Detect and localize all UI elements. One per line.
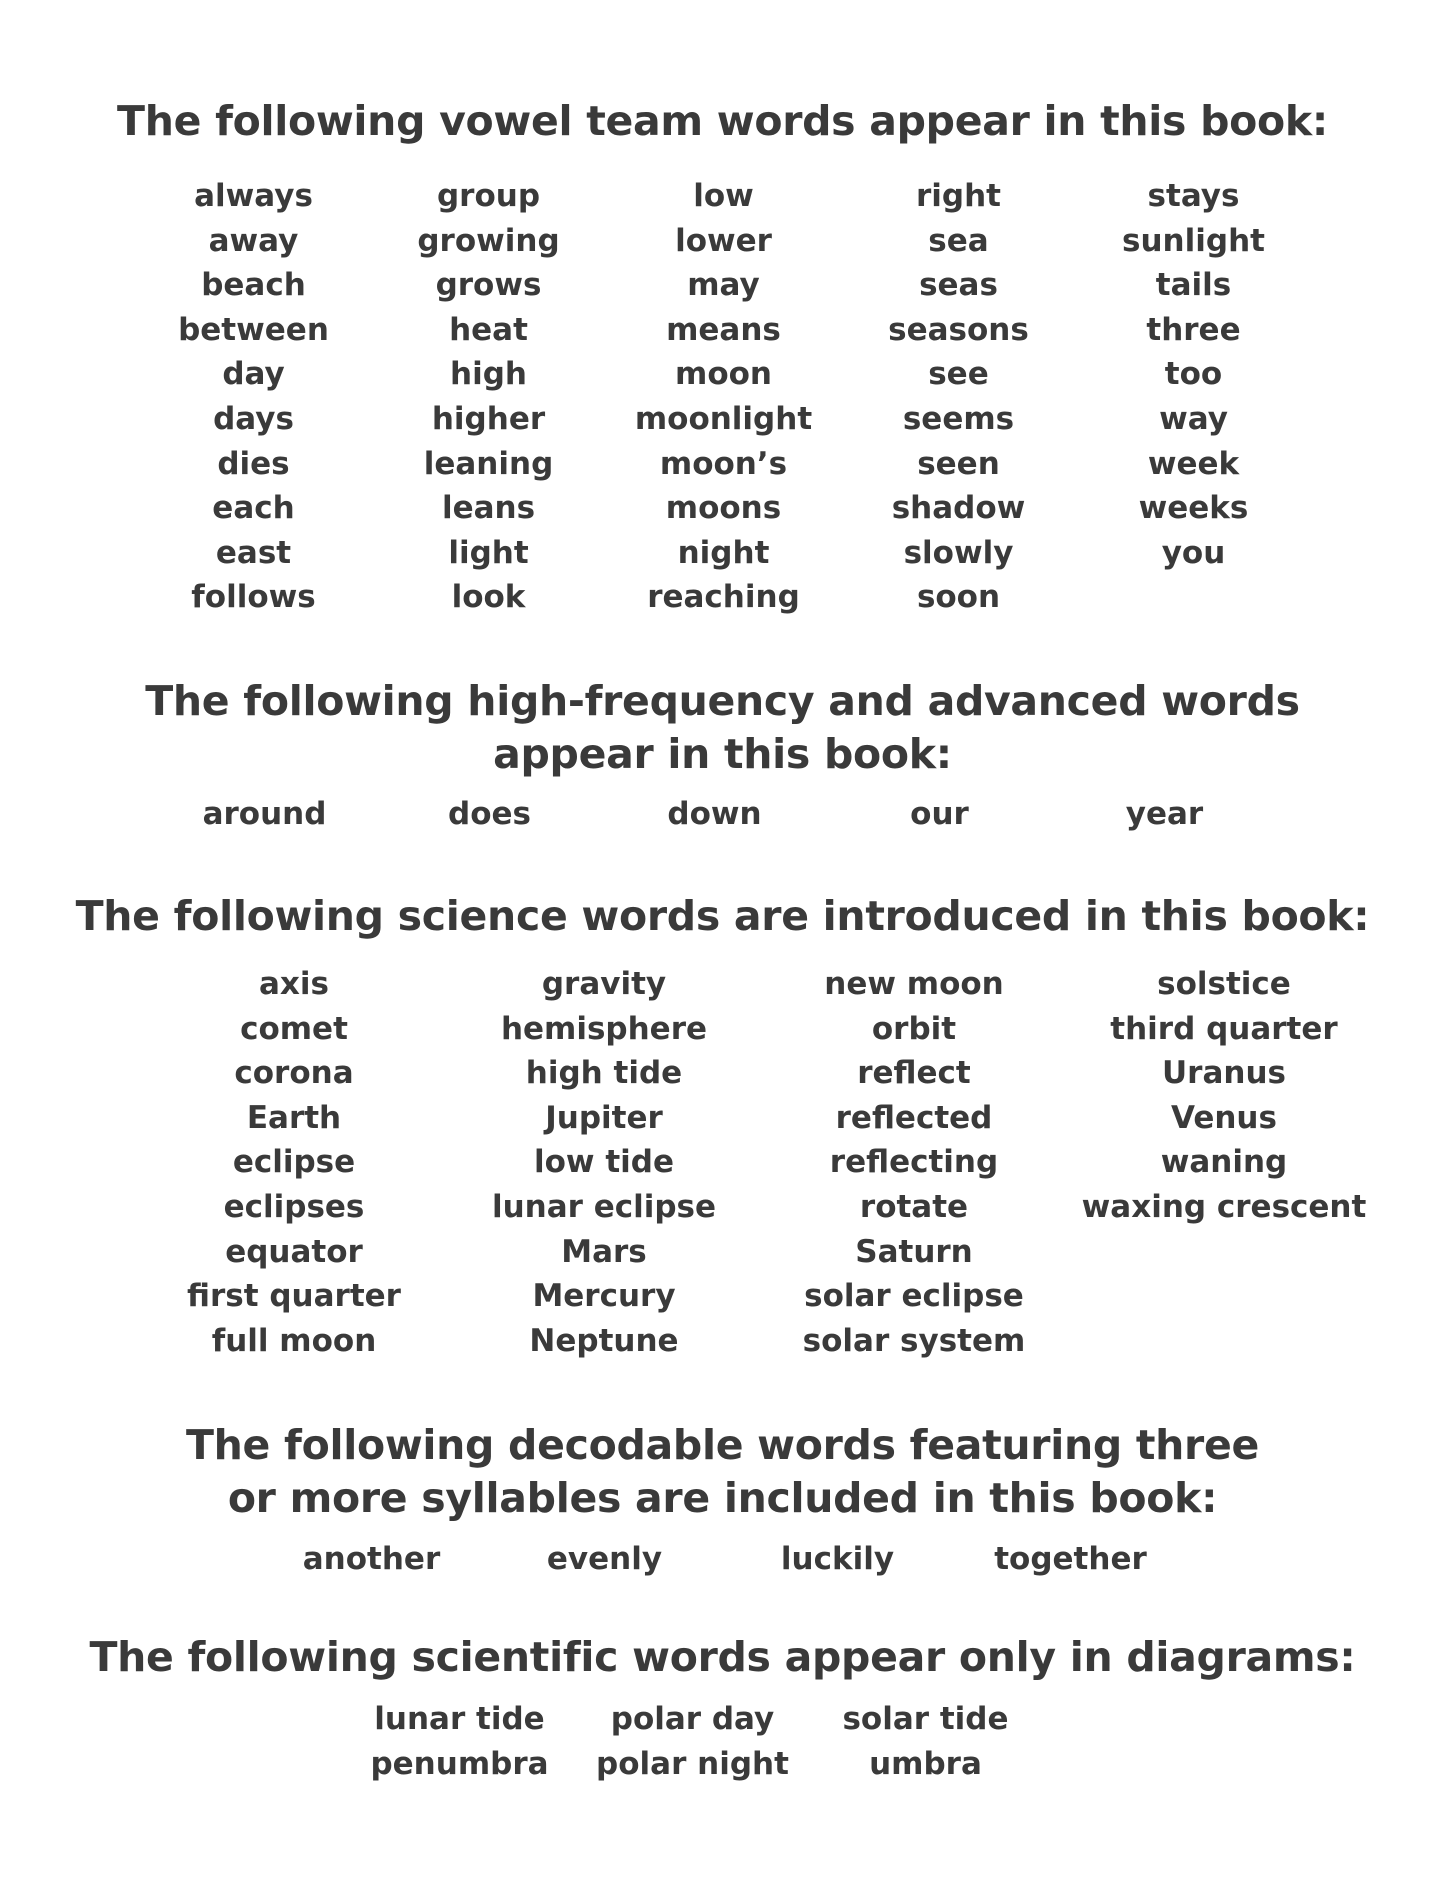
word-item: solstice: [1157, 966, 1291, 1002]
word-item: right: [916, 178, 1001, 214]
word-item: high: [450, 356, 527, 393]
word-item: look: [451, 579, 526, 616]
word-item: does: [448, 796, 531, 832]
word-column: [759, 962, 1069, 1363]
word-item: always: [194, 178, 313, 214]
word-item: polar night: [596, 1745, 789, 1782]
word-item: solar eclipse: [804, 1278, 1024, 1315]
word-item: follows: [191, 579, 316, 616]
word-item: each: [212, 490, 295, 527]
word-item: our: [910, 796, 969, 832]
word-item: three: [1146, 311, 1241, 348]
word-item: another: [302, 1541, 441, 1577]
word-item: umbra: [869, 1745, 982, 1782]
word-item: see: [928, 356, 989, 393]
word-item: around: [202, 796, 327, 832]
word-item: luckily: [780, 1541, 895, 1577]
science-word-grid: [139, 962, 1379, 1363]
word-item: between: [178, 311, 329, 348]
word-column: [139, 962, 449, 1363]
word-column: [136, 174, 371, 620]
word-item: lunar eclipse: [491, 1188, 717, 1225]
word-item: down: [667, 796, 762, 832]
word-item: moon: [675, 356, 772, 393]
word-item: orbit: [871, 1010, 957, 1047]
word-item: away: [208, 222, 299, 259]
word-item: means: [666, 311, 781, 348]
word-item: may: [687, 267, 760, 304]
decodable-heading-line1: The following decodable words featuring three: [186, 1421, 1259, 1469]
word-item: together: [994, 1541, 1147, 1577]
word-item: tails: [1155, 267, 1232, 304]
word-item: sunlight: [1122, 222, 1265, 259]
word-item: you: [1161, 534, 1226, 571]
word-item: eclipses: [223, 1188, 365, 1225]
word-column: [841, 174, 1076, 620]
word-item: reflected: [835, 1099, 993, 1136]
decodable-word-row: [255, 1537, 1187, 1581]
word-item: low tide: [533, 1144, 674, 1181]
word-item: year: [1125, 796, 1204, 832]
word-item: waning: [1160, 1144, 1288, 1181]
word-item: new moon: [824, 966, 1004, 1002]
word-item: comet: [240, 1010, 348, 1047]
word-item: stays: [1147, 178, 1240, 214]
word-item: week: [1147, 445, 1240, 482]
word-item: solar tide: [842, 1701, 1009, 1737]
word-item: slowly: [903, 534, 1014, 571]
word-item: low: [693, 178, 754, 214]
word-item: grows: [435, 267, 542, 304]
word-column: [606, 174, 841, 620]
word-column: [449, 962, 759, 1363]
word-item: axis: [259, 966, 329, 1002]
word-item: beach: [201, 267, 306, 304]
word-column: [1069, 962, 1379, 1363]
science-words-heading: The following science words are introduced in this book:: [75, 892, 1370, 940]
word-item: Mars: [561, 1233, 647, 1270]
word-item: rotate: [859, 1188, 969, 1225]
word-item: seen: [917, 445, 1000, 482]
word-item: Mercury: [532, 1278, 676, 1315]
word-item: polar day: [610, 1701, 775, 1737]
word-item: weeks: [1138, 490, 1249, 527]
word-item: third quarter: [1110, 1010, 1338, 1047]
diagram-word-grid: [343, 1697, 1042, 1786]
word-item: reaching: [647, 579, 800, 616]
word-item: dies: [217, 445, 290, 482]
word-column: [1076, 174, 1311, 620]
word-item: penumbra: [370, 1745, 549, 1782]
word-item: seasons: [888, 311, 1029, 348]
word-item: Saturn: [855, 1233, 973, 1270]
word-item: night: [677, 534, 770, 571]
word-item: days: [213, 400, 294, 437]
word-item: hemisphere: [500, 1010, 708, 1047]
word-item: evenly: [546, 1541, 663, 1577]
word-item: Venus: [1171, 1099, 1277, 1136]
word-item: seems: [902, 400, 1015, 437]
word-item: lunar tide: [374, 1701, 545, 1737]
word-item: day: [222, 356, 285, 393]
word-item: solar system: [802, 1322, 1026, 1359]
word-item: eclipse: [232, 1144, 356, 1181]
word-column: [576, 1697, 809, 1786]
word-item: Uranus: [1162, 1055, 1286, 1092]
vowel-team-heading: The following vowel team words appear in this book:: [117, 97, 1328, 145]
word-column: [343, 1697, 576, 1786]
word-item: way: [1159, 400, 1228, 437]
diagram-words-heading: The following scientific words appear only in diagrams:: [89, 1633, 1356, 1681]
word-item: full moon: [211, 1322, 377, 1359]
word-item: equator: [225, 1233, 363, 1270]
word-item: moon’s: [659, 445, 788, 482]
word-item: too: [1164, 356, 1223, 393]
word-item: higher: [431, 400, 546, 437]
word-item: sea: [928, 222, 989, 259]
word-item: first quarter: [187, 1278, 401, 1315]
vowel-team-word-grid: [136, 174, 1311, 620]
word-item: moonlight: [634, 400, 813, 437]
word-item: Jupiter: [545, 1099, 663, 1136]
high-frequency-heading-line2: appear in this book:: [493, 730, 952, 778]
word-item: soon: [916, 579, 1001, 616]
decodable-heading-line2: or more syllables are included in this book:: [227, 1474, 1218, 1522]
word-item: high tide: [525, 1055, 683, 1092]
word-item: corona: [234, 1055, 354, 1092]
word-item: moons: [665, 490, 782, 527]
word-item: growing: [417, 222, 560, 259]
word-item: seas: [919, 267, 998, 304]
word-item: shadow: [891, 490, 1026, 527]
word-item: Neptune: [529, 1322, 679, 1359]
word-item: gravity: [541, 966, 667, 1002]
word-item: leaning: [423, 445, 554, 482]
word-item: reflect: [857, 1055, 971, 1092]
word-column: [371, 174, 606, 620]
word-item: lower: [675, 222, 772, 259]
word-item: Earth: [246, 1099, 342, 1136]
word-item: light: [448, 534, 529, 571]
word-item: waxing crescent: [1081, 1188, 1367, 1225]
high-frequency-word-row: [152, 792, 1277, 836]
word-item: leans: [441, 490, 536, 527]
word-item: east: [215, 534, 292, 571]
word-item: group: [436, 178, 541, 214]
word-item: heat: [449, 311, 528, 348]
word-column: [809, 1697, 1042, 1786]
word-item: reflecting: [829, 1144, 999, 1181]
high-frequency-heading-line1: The following high-frequency and advanced words: [145, 677, 1300, 725]
